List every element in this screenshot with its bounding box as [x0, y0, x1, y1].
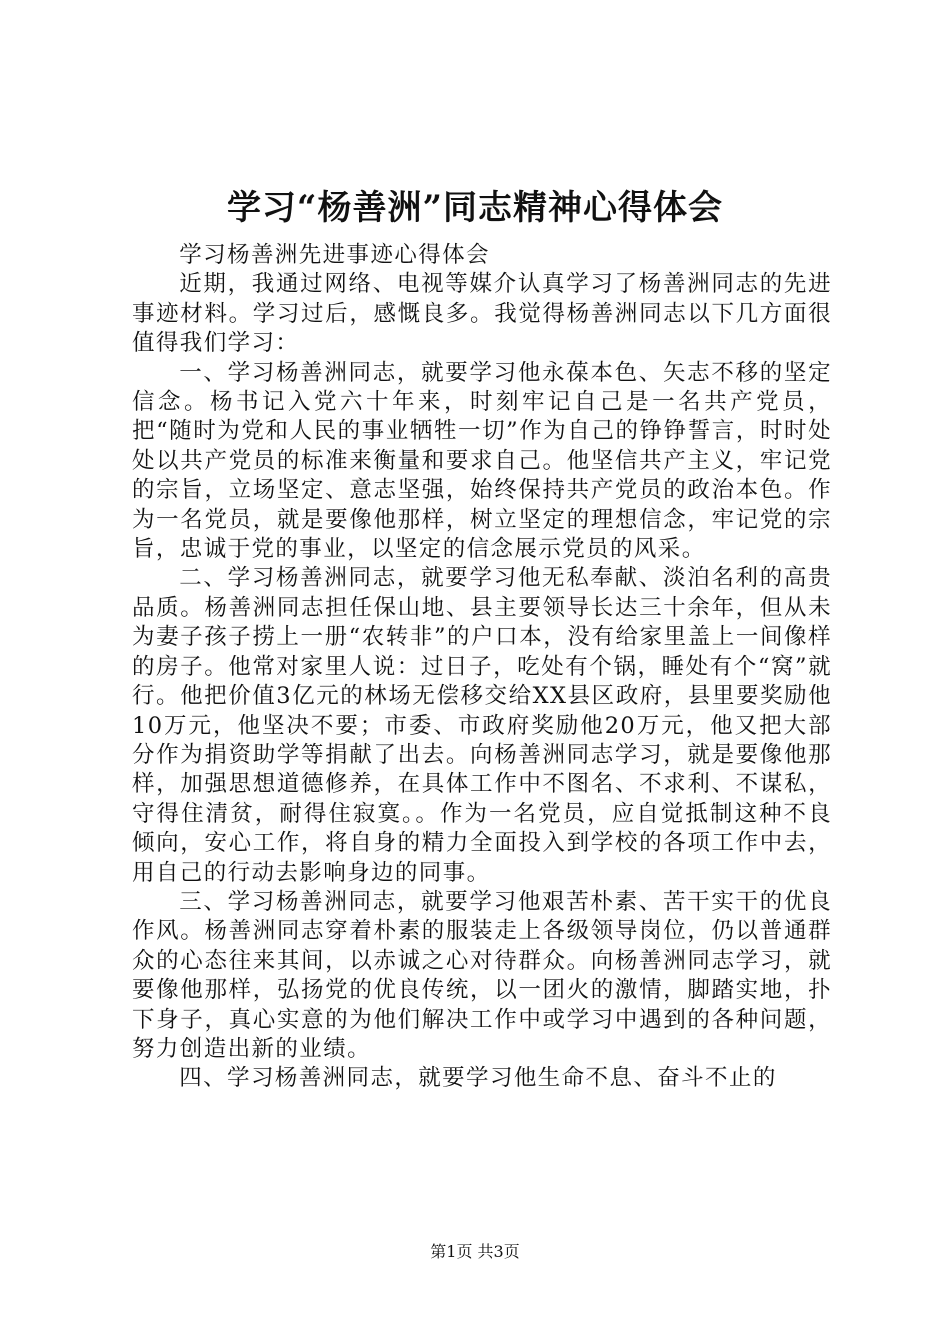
section-one-paragraph: 一、学习杨善洲同志，就要学习他永葆本色、矢志不移的坚定信念。杨书记入党六十年来，时刻牢记自己是一名共产党员，把“随时为党和人民的事业牺牲一切”作为自己的铮铮誓言，时时处处以共产党员的标准来衡量和要求自己。他坚信共产主义，牢记党的宗旨，立场坚定、意志坚强，始终保持共产党员的政治本色。作为一名党员，就是要像他那样，树立坚定的理想信念，牢记党的宗旨，忠诚于党的事业，以坚定的信念展示党员的风采。 [132, 359, 832, 563]
section-four-paragraph: 四、学习杨善洲同志，就要学习他生命不息、奋斗不止的 [179, 1065, 777, 1092]
section-two-paragraph: 二、学习杨善洲同志，就要学习他无私奉献、淡泊名利的高贵品质。杨善洲同志担任保山地、县主要领导长达三十余年，但从未为妻子孩子捞上一册“农转非”的户口本，没有给家里盖上一间像样的房子。他常对家里人说：过日子，吃处有个锅，睡处有个“窝”就行。他把价值3亿元的林场无偿移交给XX县区政府，县里要奖励他10万元，他坚决不要；市委、市政府奖励他20万元，他又把大部分作为捐资助学等捐献了出去。向杨善洲同志学习，就是要像他那样，加强思想道德修养，在具体工作中不图名、不求利、不谋私，守得住清贫，耐得住寂寞。。作为一名党员，应自觉抵制这种不良倾向，安心工作，将自身的精力全面投入到学校的各项工作中去，用自己的行动去影响身边的同事。 [132, 565, 832, 886]
document-title: 学习“杨善洲”同志精神心得体会 [226, 188, 724, 228]
section-three-paragraph: 三、学习杨善洲同志，就要学习他艰苦朴素、苦干实干的优良作风。杨善洲同志穿着朴素的服装走上各级领导岗位，仍以普通群众的心态往来其间，以赤诚之心对待群众。向杨善洲同志学习，就要像他那样，弘扬党的优良传统，以一团火的激情，脚踏实地，扑下身子，真心实意的为他们解决工作中或学习中遇到的各种问题，努力创造出新的业绩。 [132, 888, 832, 1062]
document-body [132, 241, 832, 1094]
subtitle-paragraph: 学习杨善洲先进事迹心得体会 [179, 242, 490, 268]
page-footer: 第1页 共3页 [430, 1242, 520, 1261]
intro-paragraph: 近期，我通过网络、电视等媒介认真学习了杨善洲同志的先进事迹材料。学习过后，感慨良多。我觉得杨善洲同志以下几方面很值得我们学习： [132, 271, 832, 357]
